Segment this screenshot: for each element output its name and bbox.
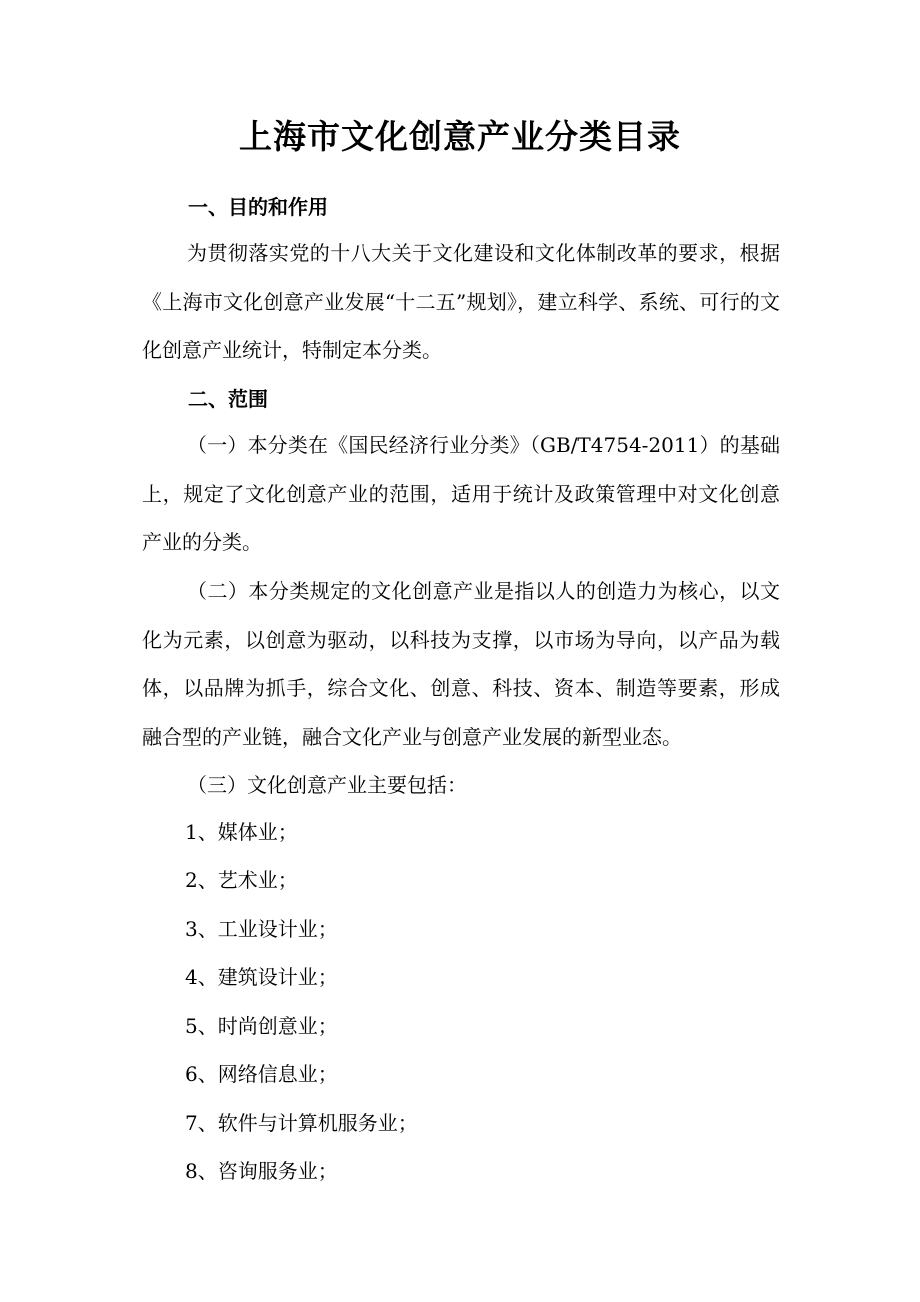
list-item: 3、工业设计业； [185, 917, 338, 941]
list-item: 4、建筑设计业； [185, 965, 338, 989]
list-item: 1、媒体业； [185, 820, 298, 844]
paragraph-purpose: 为贯彻落实党的十八大关于文化建设和文化体制改革的要求，根据《上海市文化创意产业发展“十二五”规划》，建立科学、系统、可行的文化创意产业统计，特制定本分类。 [142, 241, 780, 363]
paragraph-scope-3: （三）文化创意产业主要包括： [187, 773, 467, 797]
paragraph-scope-2: （二）本分类规定的文化创意产业是指以人的创造力为核心，以文化为元素，以创意为驱动，以科技为支撑，以市场为导向，以产品为载体，以品牌为抓手，综合文化、创意、科技、资本、制造等要素，形成融合型的产业链，融合文化产业与创意产业发展的新型业态。 [142, 579, 780, 749]
list-item: 8、咨询服务业； [185, 1159, 338, 1183]
document-title: 上海市文化创意产业分类目录 [239, 117, 681, 156]
list-item: 2、艺术业； [185, 868, 298, 892]
list-item: 6、网络信息业； [185, 1062, 338, 1086]
list-item: 5、时尚创意业； [185, 1014, 338, 1038]
list-item: 7、软件与计算机服务业； [185, 1111, 418, 1135]
section-heading-scope: 二、范围 [188, 387, 268, 411]
section-heading-purpose: 一、目的和作用 [188, 195, 328, 219]
paragraph-scope-1: （一）本分类在《国民经济行业分类》（GB/T4754-2011）的基础上，规定了文化创意产业的范围，适用于统计及政策管理中对文化创意产业的分类。 [142, 433, 780, 555]
